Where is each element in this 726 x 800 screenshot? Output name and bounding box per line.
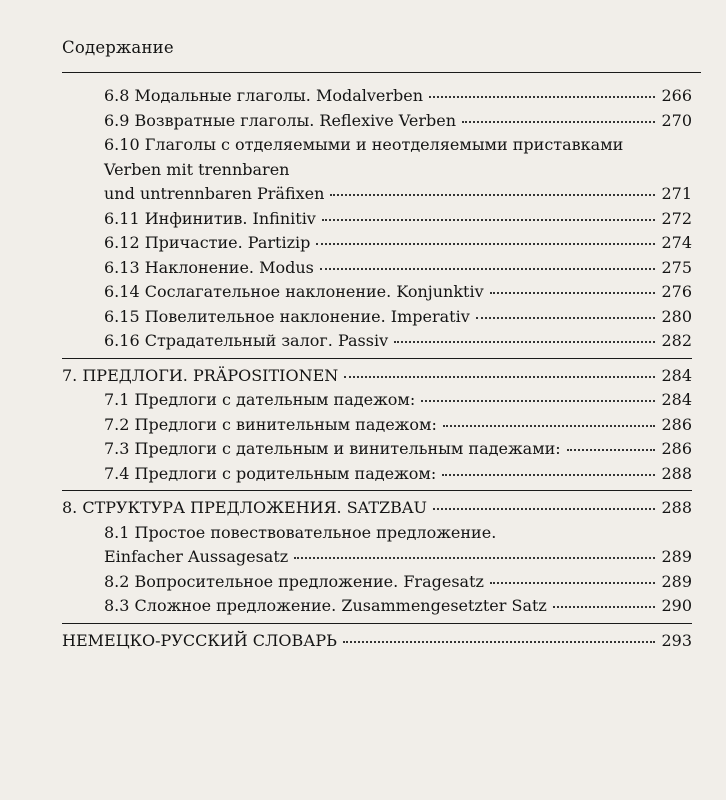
toc-entry-title: 7.2 Предлоги с винительным падежом:: [104, 414, 437, 434]
dot-leader: [442, 473, 655, 476]
dot-leader: [433, 507, 656, 510]
toc-section-entry[interactable]: [62, 329, 692, 354]
toc-page-number: 288: [661, 498, 692, 517]
toc-section-entry[interactable]: [62, 109, 692, 134]
toc-chapter-entry[interactable]: [62, 364, 692, 389]
toc-entry-title: 6.16 Страдательный залог. Passiv: [104, 331, 389, 350]
dot-leader: [330, 193, 655, 196]
toc-entry-title: 6.14 Сослагательное наклонение. Konjunktiv: [104, 282, 484, 301]
section-divider: [62, 358, 692, 359]
dot-leader: [462, 120, 655, 123]
toc-page-number: 270: [661, 110, 692, 130]
toc-section-entry[interactable]: [62, 521, 692, 570]
toc-entry-title: 8.2 Вопросительное предложение. Fragesatz: [104, 571, 484, 591]
toc-page-number: 280: [661, 306, 692, 326]
dot-leader: [553, 605, 656, 608]
toc-section-entry[interactable]: [62, 84, 692, 109]
toc-section-entry[interactable]: [62, 594, 692, 619]
toc-page-number: 284: [661, 390, 692, 409]
toc-page-number: 266: [661, 86, 692, 105]
toc-section-entry[interactable]: [62, 280, 692, 305]
dot-leader: [490, 581, 656, 584]
dot-leader: [320, 267, 656, 270]
toc-section-entry[interactable]: [62, 133, 692, 207]
dot-leader: [294, 556, 655, 559]
toc-entry-title: 7.4 Предлоги с родительным падежом:: [104, 463, 437, 483]
dot-leader: [344, 375, 655, 378]
dot-leader: [490, 291, 656, 294]
toc-page-number: 276: [661, 282, 692, 301]
toc-page-number: 289: [661, 547, 692, 566]
header-rule: [62, 72, 701, 73]
toc-section-entry[interactable]: [62, 462, 692, 487]
toc-entry-title: 8. СТРУКТУРА ПРЕДЛОЖЕНИЯ. SATZBAU: [62, 498, 427, 517]
toc-entry-title: 6.12 Причастие. Partizip: [104, 233, 311, 252]
toc-entry-title: 7.3 Предлоги с дательным и винительным падежами:: [104, 439, 561, 458]
dot-leader: [316, 242, 655, 245]
toc-entry-title-line: 8.1 Простое повествовательное предложение.: [104, 522, 497, 542]
toc-section-entry[interactable]: [62, 413, 692, 438]
dot-leader: [443, 424, 656, 427]
toc-section-entry[interactable]: [62, 388, 692, 413]
toc-chapter-entry[interactable]: [62, 496, 692, 521]
toc-entry-title: und untrennbaren Präfixen: [104, 184, 325, 203]
dot-leader: [567, 448, 656, 451]
toc-page-number: 272: [661, 208, 692, 228]
toc-entry-title: Einfacher Aussagesatz: [104, 547, 289, 566]
toc-section-entry[interactable]: [62, 570, 692, 595]
toc-page-number: 286: [661, 439, 692, 458]
toc-section-entry[interactable]: [62, 231, 692, 256]
toc-section-entry[interactable]: [62, 256, 692, 281]
toc-entry-title: 7. ПРЕДЛОГИ. PRÄPOSITIONEN: [62, 365, 339, 385]
toc-entry-title: 6.9 Возвратные глаголы. Reflexive Verben: [104, 110, 457, 130]
toc-entry-title: 8.3 Сложное предложение. Zusammengesetzter Satz: [104, 596, 547, 615]
toc-entry-title: 6.13 Наклонение. Modus: [104, 257, 314, 277]
toc-page-number: 288: [661, 463, 692, 483]
toc-page-number: 275: [661, 257, 692, 277]
dot-leader: [394, 340, 655, 343]
toc-section-entry[interactable]: [62, 437, 692, 462]
running-header: Содержание: [62, 38, 174, 57]
toc-page-number: 284: [661, 365, 692, 385]
toc-entry-title: 7.1 Предлоги с дательным падежом:: [104, 390, 416, 409]
toc-page-number: 286: [661, 414, 692, 434]
toc-entry-title: НЕМЕЦКО-РУССКИЙ СЛОВАРЬ: [62, 630, 337, 650]
section-divider: [62, 623, 692, 624]
dot-leader: [421, 399, 655, 402]
toc-section-entry[interactable]: [62, 305, 692, 330]
dot-leader: [343, 640, 656, 643]
toc-chapter-entry[interactable]: [62, 629, 692, 654]
toc-entry-title-line: Verben mit trennbaren: [104, 159, 290, 179]
toc-page-number: 293: [661, 630, 692, 650]
dot-leader: [429, 95, 655, 98]
toc-page-number: 274: [661, 233, 692, 252]
toc-entry-title: 6.11 Инфинитив. Infinitiv: [104, 208, 316, 228]
toc-page-number: 282: [661, 331, 692, 350]
toc-entry-title-line: 6.10 Глаголы с отделяемыми и неотделяемыми приставками: [104, 135, 624, 154]
dot-leader: [322, 218, 656, 221]
toc-entry-title: 6.8 Модальные глаголы. Modalverben: [104, 86, 424, 105]
section-divider: [62, 490, 692, 491]
toc-page-number: 289: [661, 571, 692, 591]
dot-leader: [476, 316, 656, 319]
toc-page-number: 271: [661, 184, 692, 203]
toc-entry-title: 6.15 Повелительное наклонение. Imperativ: [104, 306, 470, 326]
toc-section-entry[interactable]: [62, 207, 692, 232]
table-of-contents: [62, 84, 692, 653]
toc-page-number: 290: [661, 596, 692, 615]
